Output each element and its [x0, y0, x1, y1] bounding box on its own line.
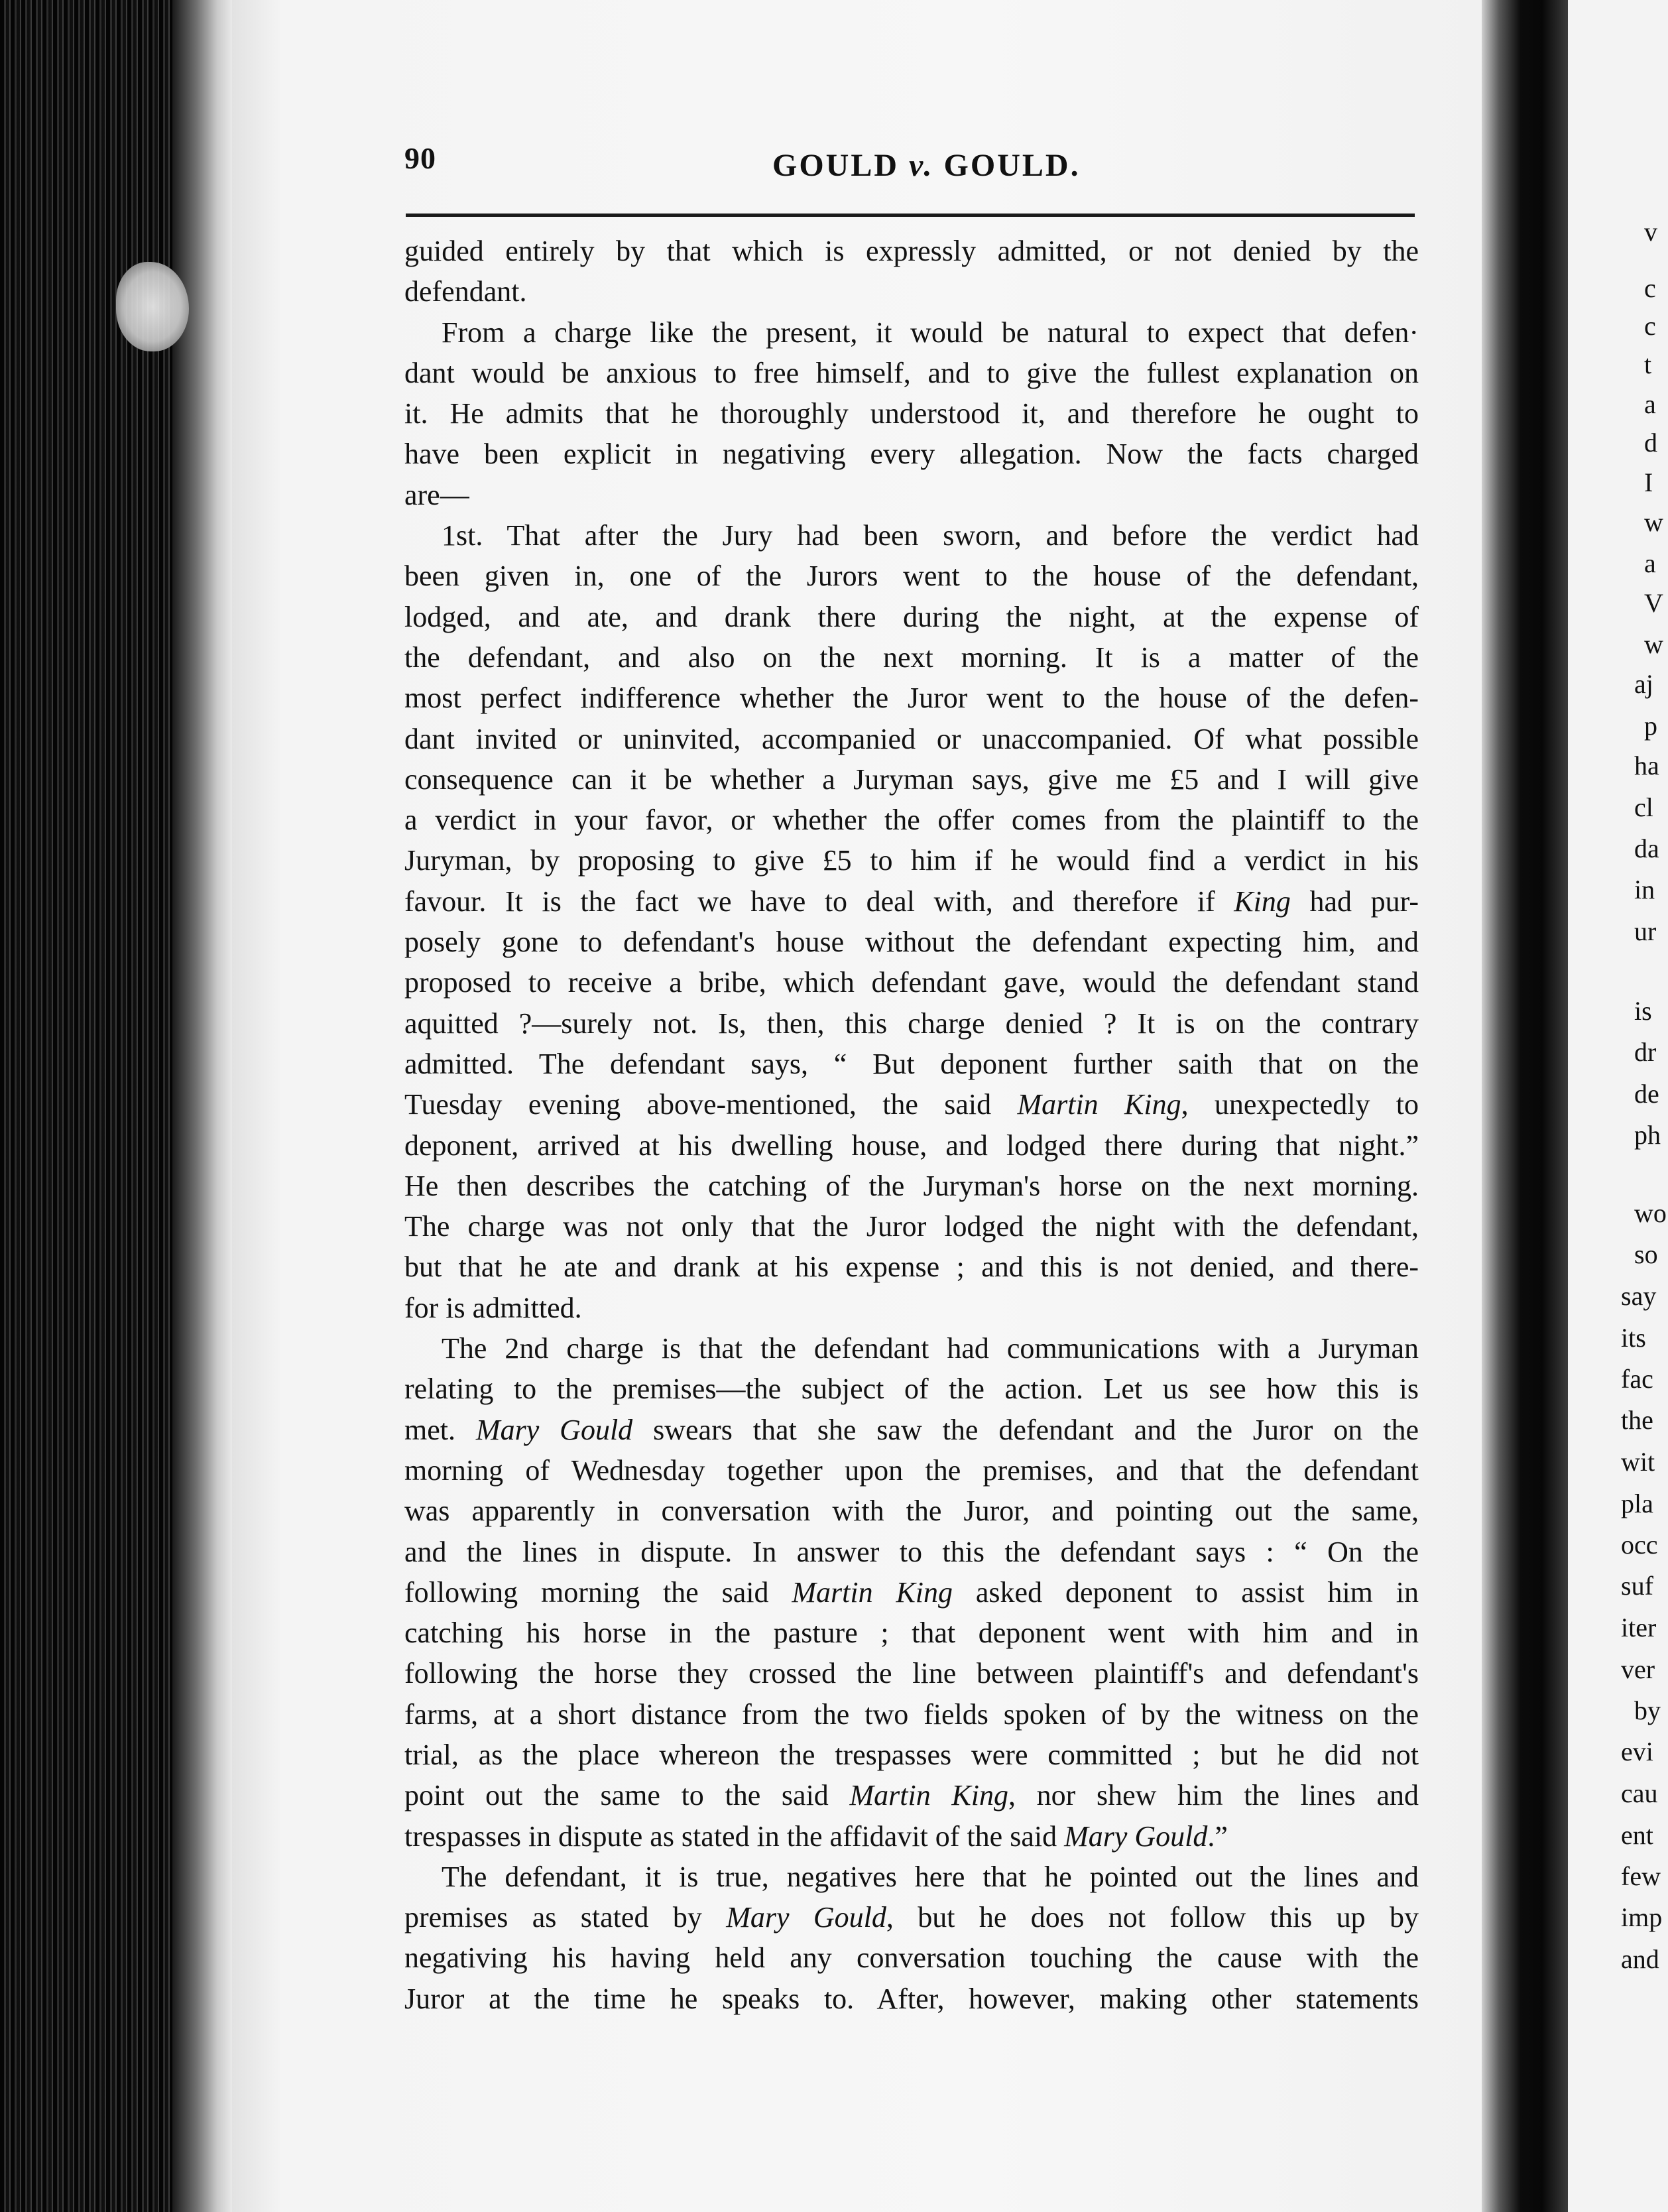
text-line: The charge was not only that the Juror lodged the night with the defendant, — [404, 1210, 1419, 1243]
next-page-fragment: is — [1634, 996, 1652, 1026]
next-page-fragment: its — [1621, 1323, 1646, 1353]
text-line: following morning the said Martin King asked deponent to assist him in — [404, 1575, 1419, 1609]
text-line: catching his horse in the pasture ; that deponent went with him and in — [404, 1617, 1419, 1650]
next-page-fragment: I — [1644, 467, 1653, 497]
text-line: was apparently in conversation with the Juror, and pointing out the same, — [404, 1495, 1419, 1528]
next-page-fragment: d — [1644, 428, 1657, 458]
running-head-right: GOULD. — [943, 148, 1081, 183]
next-page-fragment: a — [1644, 548, 1656, 578]
next-page-fragment: aj — [1634, 669, 1653, 699]
text-line: 1st. That after the Jury had been sworn, and before the verdict had — [442, 519, 1419, 552]
page-fold-gutter — [1482, 0, 1568, 2212]
text-line: are— — [404, 478, 469, 511]
next-page-fragment: dr — [1634, 1037, 1657, 1067]
text-line: posely gone to defendant's house without the defendant expecting him, and — [404, 926, 1419, 959]
next-page-fragment: ver — [1621, 1654, 1655, 1684]
text-line: defendant. — [404, 275, 527, 308]
next-page-fragment: cau — [1621, 1778, 1658, 1808]
next-page-edge — [1568, 0, 1668, 2212]
next-page-fragment: w — [1644, 629, 1663, 659]
next-page-fragment: by — [1634, 1695, 1661, 1725]
text-line: most perfect indifference whether the Juror went to the house of the defen- — [404, 682, 1419, 715]
next-page-fragment: evi — [1621, 1737, 1653, 1766]
next-page-fragment: ha — [1634, 751, 1659, 780]
text-line: deponent, arrived at his dwelling house, and lodged there during that night.” — [404, 1129, 1419, 1162]
text-line: He then describes the catching of the Juryman's horse on the next morning. — [404, 1169, 1419, 1202]
text-line: Juror at the time he speaks to. After, however, making other statements — [404, 1982, 1419, 2015]
text-line: negativing his having held any conversation touching the cause with the — [404, 1941, 1419, 1975]
text-line: a verdict in your favor, or whether the offer comes from the plaintiff to the — [404, 804, 1419, 837]
next-page-fragment: w — [1644, 507, 1663, 537]
next-page-fragment: few — [1621, 1861, 1661, 1891]
next-page-fragment: wo — [1634, 1198, 1667, 1228]
text-line: following the horse they crossed the line between plaintiff's and defendant's — [404, 1657, 1419, 1690]
paragraph — [404, 1328, 1419, 1857]
text-line: been given in, one of the Jurors went to the house of the defendant, — [404, 560, 1419, 593]
next-page-fragment: da — [1634, 833, 1659, 863]
text-line: The 2nd charge is that the defendant had communications with a Juryman — [442, 1332, 1419, 1365]
next-page-fragment: wit — [1621, 1447, 1655, 1477]
text-line: aquitted ?—surely not. Is, then, this charge denied ? It is on the contrary — [404, 1007, 1419, 1040]
body-text — [404, 231, 1419, 2019]
paragraph — [404, 515, 1419, 1328]
text-line: dant invited or uninvited, accompanied or unaccompanied. Of what possible — [404, 722, 1419, 755]
text-line: trespasses in dispute as stated in the affidavit of the said Mary Gould.” — [404, 1819, 1228, 1853]
header-rule — [406, 214, 1415, 217]
next-page-fragment: ur — [1634, 916, 1657, 946]
next-page-fragment: and — [1621, 1944, 1659, 1974]
next-page-fragment: ph — [1634, 1120, 1661, 1150]
text-line: but that he ate and drank at his expense ; and this is not denied, and there- — [404, 1251, 1419, 1284]
text-line: proposed to receive a bribe, which defendant gave, would the defendant stand — [404, 966, 1419, 999]
page-stain — [116, 262, 189, 351]
next-page-fragment: c — [1644, 311, 1656, 341]
next-page-fragment: ent — [1621, 1820, 1653, 1850]
text-line: dant would be anxious to free himself, and to give the fullest explanation on — [404, 356, 1419, 389]
text-line: morning of Wednesday together upon the premises, and that the defendant — [404, 1453, 1419, 1487]
next-page-fragment: cl — [1634, 792, 1653, 822]
text-line: From a charge like the present, it would be natural to expect that defen· — [442, 316, 1419, 349]
running-head-left: GOULD — [772, 148, 900, 183]
paragraph — [404, 1857, 1419, 2019]
text-line: it. He admits that he thoroughly understood it, and therefore he ought to — [404, 397, 1419, 430]
next-page-fragment: pla — [1621, 1489, 1653, 1518]
next-page-fragment: t — [1644, 349, 1652, 379]
page-number: 90 — [404, 141, 436, 175]
text-line: the defendant, and also on the next morning. It is a matter of the — [404, 641, 1419, 674]
next-page-fragment: iter — [1621, 1613, 1657, 1642]
next-page-fragment: in — [1634, 875, 1655, 904]
paragraph — [404, 312, 1419, 515]
running-head — [772, 147, 1081, 184]
text-line: lodged, and ate, and drank there during the night, at the expense of — [404, 600, 1419, 633]
next-page-fragment: v — [1644, 217, 1657, 247]
next-page-fragment: de — [1634, 1079, 1659, 1109]
running-head-v: v. — [909, 148, 934, 183]
text-line: point out the same to the said Martin King, nor shew him the lines and — [404, 1779, 1419, 1812]
text-line: relating to the premises—the subject of the action. Let us see how this is — [404, 1373, 1419, 1406]
text-line: guided entirely by that which is expressly admitted, or not denied by the — [404, 235, 1419, 267]
next-page-fragment: V — [1644, 588, 1663, 618]
next-page-fragment: p — [1644, 711, 1657, 741]
text-line: premises as stated by Mary Gould, but he does not follow this up by — [404, 1901, 1419, 1934]
text-line: favour. It is the fact we have to deal with, and therefore if King had pur- — [404, 885, 1419, 918]
text-line: consequence can it be whether a Juryman says, give me £5 and I will give — [404, 763, 1419, 796]
text-line: The defendant, it is true, negatives here that he pointed out the lines and — [442, 1860, 1419, 1893]
text-line: and the lines in dispute. In answer to this the defendant says : “ On the — [404, 1535, 1419, 1568]
paragraph — [404, 231, 1419, 312]
text-line: trial, as the place whereon the trespasses were committed ; but he did not — [404, 1738, 1419, 1771]
next-page-fragment: a — [1644, 389, 1656, 419]
next-page-fragment: occ — [1621, 1530, 1658, 1560]
next-page-fragment: say — [1621, 1281, 1657, 1311]
text-line: Tuesday evening above-mentioned, the said Martin King, unexpectedly to — [404, 1088, 1419, 1121]
next-page-fragment: so — [1634, 1239, 1658, 1269]
next-page-fragment: suf — [1621, 1571, 1653, 1601]
next-page-fragment: fac — [1621, 1364, 1653, 1394]
text-line: for is admitted. — [404, 1291, 582, 1324]
next-page-fragment: imp — [1621, 1902, 1663, 1932]
next-page-fragment: c — [1644, 273, 1656, 303]
text-line: admitted. The defendant says, “ But deponent further saith that on the — [404, 1047, 1419, 1080]
text-line: have been explicit in negativing every allegation. Now the facts charged — [404, 438, 1419, 471]
text-line: met. Mary Gould swears that she saw the defendant and the Juror on the — [404, 1413, 1419, 1446]
text-line: Juryman, by proposing to give £5 to him if he would find a verdict in his — [404, 844, 1419, 877]
text-line: farms, at a short distance from the two fields spoken of by the witness on the — [404, 1697, 1419, 1731]
next-page-fragment: the — [1621, 1405, 1653, 1435]
